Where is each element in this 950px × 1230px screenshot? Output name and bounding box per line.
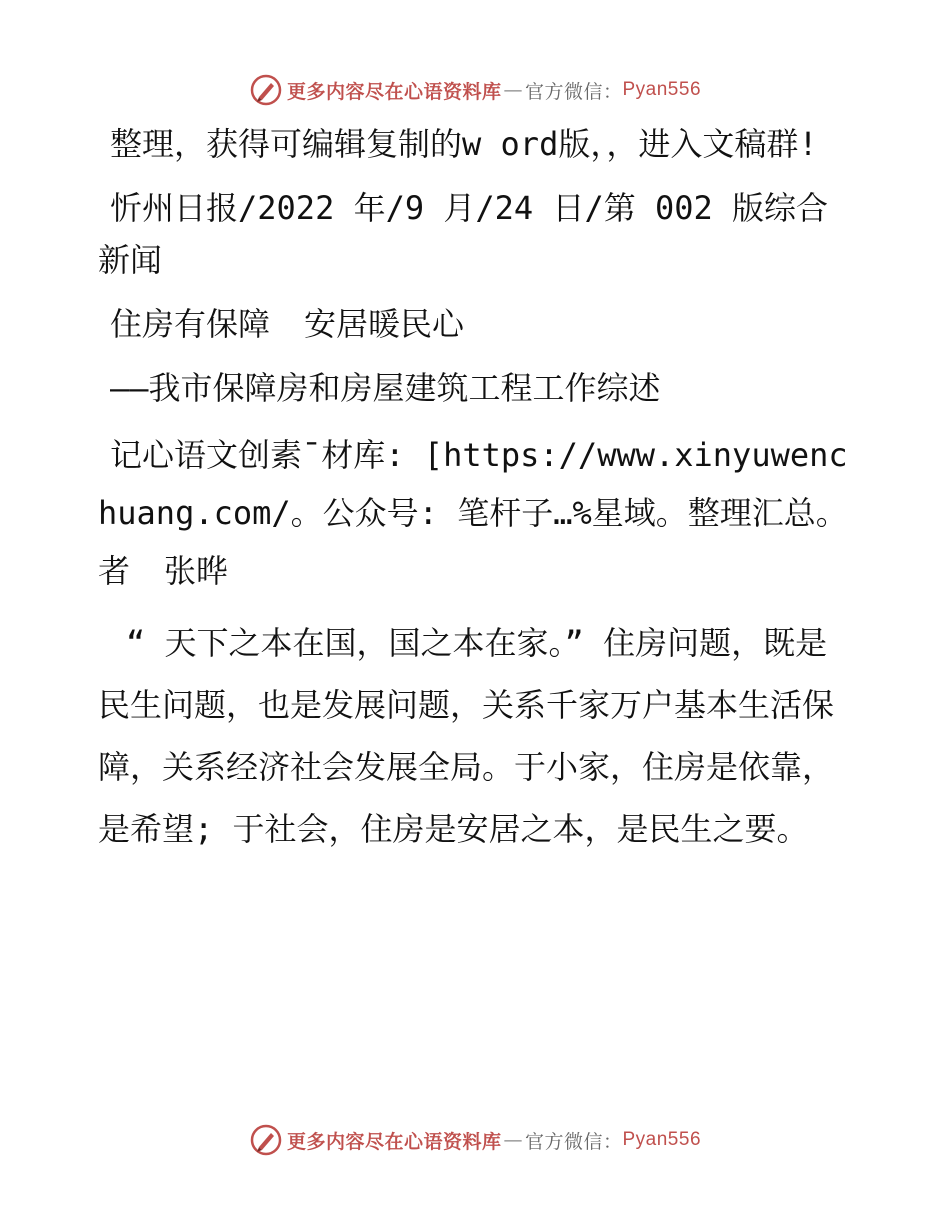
- footer-wechat-label: 官方微信：: [524, 1130, 623, 1153]
- banner-brand: 更多内容尽在心语资料库: [286, 80, 502, 103]
- body-paragraph: “ 天下之本在国，国之本在家。” 住房问题，既是民生问题，也是发展问题，关系千家万户基本生活保障，关系经济社会发展全局。于小家，住房是依靠，是希望; 于社会，住房是安居之本，是民生之要。: [98, 624, 835, 848]
- footer-brand: 更多内容尽在心语资料库: [286, 1130, 502, 1153]
- title-part-2: 安居暖民心: [304, 305, 465, 343]
- reporter-line: [98, 426, 850, 600]
- banner-dash: —: [503, 79, 523, 101]
- article-subtitle: ——我市保障房和房屋建筑工程工作综述: [110, 369, 661, 407]
- pen-logo-icon: [249, 1123, 283, 1157]
- document-body: [98, 118, 850, 872]
- reporter-name: 张晔: [164, 552, 229, 590]
- banner-wechat-id: Pyan556: [622, 79, 702, 100]
- footer-dash: —: [503, 1129, 523, 1151]
- article-title: [98, 298, 850, 350]
- pen-logo-icon: [249, 73, 283, 107]
- intro-paragraph: 整理，获得可编辑复制的w ord版，，进入文稿群!: [110, 125, 818, 163]
- footer-wechat-id: Pyan556: [622, 1129, 702, 1150]
- banner-wechat-label: 官方微信：: [524, 80, 623, 103]
- reporter-text: 记心语文创素¯材库: [https://www.xinyuwenchuang.com/。公众号: 笔杆子…%星域。整理汇总。者: [98, 436, 848, 590]
- source-line: 忻州日报/2022 年/9 月/24 日/第 002 版综合新闻: [98, 189, 829, 279]
- title-part-1: 住房有保障: [110, 305, 271, 343]
- header-banner: [0, 70, 950, 110]
- footer-banner: [0, 1120, 950, 1160]
